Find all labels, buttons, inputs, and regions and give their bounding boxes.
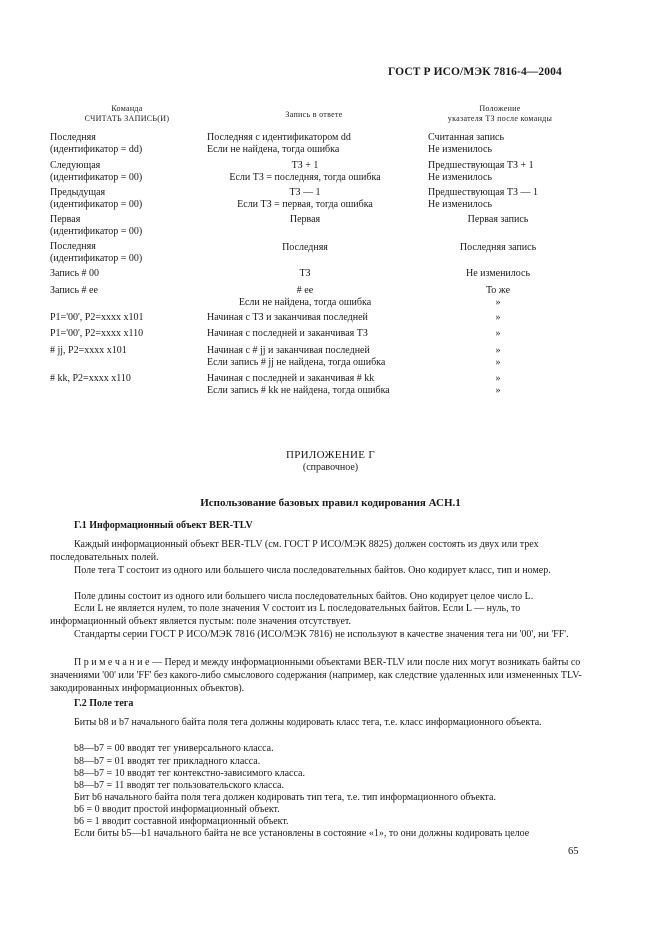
table-cell: P1='00', P2=xxxx x110: [50, 328, 144, 339]
table-header-pointer: Положение указателя ТЗ после команды: [447, 104, 553, 123]
table-cell: Начиная с # jj и заканчивая последней Если запись # jj не найдена, тогда ошибка: [207, 345, 386, 368]
appendix-type: (справочное): [302, 462, 359, 473]
running-header: ГОСТ Р ИСО/МЭК 7816-4—2004: [388, 66, 562, 78]
list-item: b8—b7 = 11 вводят тег пользовательского класса.: [74, 780, 284, 791]
appendix-title: ПРИЛОЖЕНИЕ Г: [285, 449, 376, 461]
note-text: — Перед и между информационными объектами BER-TLV или после них могут возникать байты со значениями '00' или 'FF' без какого-либо смыслового содержания (например, как следствие удаленных или измененных TLV-закодированных информационных объектов).: [50, 657, 582, 694]
paragraph: Поле длины состоит из одного или большего числа последовательных байтов. Оно кодирует целое число L.: [74, 591, 534, 602]
section-title-g2: Г.2 Поле тега: [74, 698, 134, 709]
table-cell: # ee Если не найдена, тогда ошибка: [238, 285, 372, 308]
paragraph: Стандарты серии ГОСТ Р ИСО/МЭК 7816 (ИСО/МЭК 7816) не используют в качестве значения тега ни '00', ни 'FF'.: [74, 629, 569, 640]
table-cell: Начиная с ТЗ и заканчивая последней: [207, 312, 368, 323]
note-label: П р и м е ч а н и е: [74, 657, 150, 668]
table-header-command: Команда СЧИТАТЬ ЗАПИСЬ(И): [84, 104, 170, 123]
paragraph: Каждый информационный объект BER-TLV (см. ГОСТ Р ИСО/МЭК 8825) должен состоять из двух или трех последовательных полей.: [50, 539, 539, 563]
list-item: b6 = 1 вводит составной информационный объект.: [74, 816, 289, 827]
table-cell: Считанная запись Не изменилось: [428, 132, 505, 155]
paragraph: Поле тега T состоит из одного или большего числа последовательных байтов. Оно кодирует класс, тип и номер.: [74, 565, 551, 576]
section-title-g1: Г.1 Информационный объект BER-TLV: [74, 520, 253, 531]
table-cell: ТЗ + 1 Если ТЗ = последняя, тогда ошибка: [229, 160, 381, 183]
table-cell: » »: [495, 345, 501, 368]
table-cell: Последняя: [282, 242, 328, 253]
table-cell: Начиная с последней и заканчивая ТЗ: [207, 328, 368, 339]
table-cell: # kk, P2=xxxx x110: [50, 373, 131, 384]
list-item: b8—b7 = 01 вводят тег прикладного класса.: [74, 756, 261, 767]
appendix-heading: Использование базовых правил кодирования АСН.1: [200, 497, 461, 509]
table-cell: Первая: [289, 214, 321, 225]
table-cell: Не изменилось: [465, 268, 531, 279]
page-number: 65: [568, 846, 579, 857]
table-header-record: Запись в ответе: [285, 110, 343, 119]
table-cell: » »: [495, 373, 501, 396]
table-cell: Начиная с последней и заканчивая # kk Если запись # kk не найдена, тогда ошибка: [207, 373, 390, 396]
table-cell: Запись # 00: [50, 268, 100, 279]
paragraph: Если L не является нулем, то поле значения V состоит из L последовательных байтов. Если L — нуль, то информационный объект является пустым: поле значения отсутствует.: [50, 603, 521, 627]
table-cell: »: [495, 328, 501, 339]
table-cell: ТЗ — 1 Если ТЗ = первая, тогда ошибка: [237, 187, 373, 210]
table-cell: Первая (идентификатор = 00): [50, 214, 143, 237]
table-cell: Предыдущая (идентификатор = 00): [50, 187, 143, 210]
table-cell: Последняя запись: [459, 242, 537, 253]
table-cell: »: [495, 312, 501, 323]
table-cell: Предшествующая ТЗ — 1 Не изменилось: [428, 187, 539, 210]
list-item: b8—b7 = 00 вводят тег универсального класса.: [74, 743, 274, 754]
table-cell: Запись # ee: [50, 285, 98, 296]
table-cell: Первая запись: [467, 214, 529, 225]
table-cell: # jj, P2=xxxx x101: [50, 345, 127, 356]
note: [50, 656, 586, 695]
table-cell: Следующая (идентификатор = 00): [50, 160, 143, 183]
paragraph: Биты b8 и b7 начального байта поля тега должны кодировать класс тега, т.е. класс информационного объекта.: [74, 717, 542, 728]
table-cell: ТЗ: [299, 268, 311, 279]
list-item: Бит b6 начального байта поля тега должен кодировать тип тега, т.е. тип информационного объекта.: [74, 792, 496, 803]
table-cell: Предшествующая ТЗ + 1 Не изменилось: [428, 160, 534, 183]
list-item: b6 = 0 вводит простой информационный объект.: [74, 804, 280, 815]
list-item: b8—b7 = 10 вводят тег контекстно-зависимого класса.: [74, 768, 305, 779]
table-cell: Последняя (идентификатор = 00): [50, 241, 143, 264]
table-cell: P1='00', P2=xxxx x101: [50, 312, 144, 323]
table-cell: Последняя с идентификатором dd Если не найдена, тогда ошибка: [207, 132, 351, 155]
table-cell: Последняя (идентификатор = dd): [50, 132, 143, 155]
paragraph: Если биты b5—b1 начального байта не все установлены в состояние «1», то они должны кодировать целое: [74, 828, 530, 839]
table-cell: То же »: [485, 285, 511, 308]
